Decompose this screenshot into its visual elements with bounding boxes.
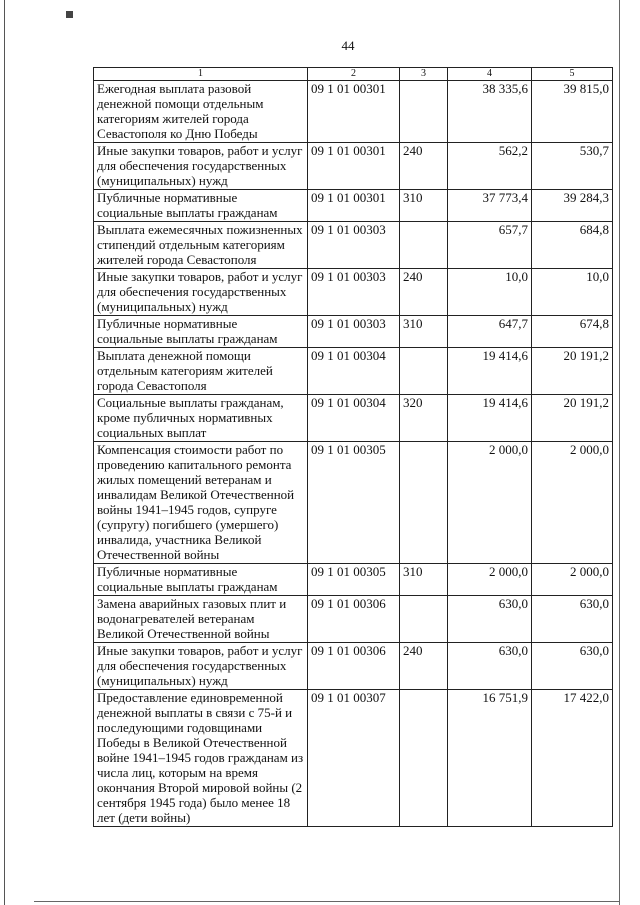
expense-type: 240 [400,269,448,316]
item-name: Выплата денежной помощи отдельным категориям жителей города Севастополя [94,348,308,395]
scan-edge-left [4,0,5,905]
amount-col-4: 19 414,6 [448,395,532,442]
table-row [94,81,613,143]
amount-col-5: 39 284,3 [532,190,613,222]
item-name: Иные закупки товаров, работ и услуг для обеспечения государственных (муниципальных) нужд [94,643,308,690]
header-row [94,68,613,81]
table-row [94,143,613,190]
amount-col-5: 20 191,2 [532,395,613,442]
expense-type: 320 [400,395,448,442]
item-name: Компенсация стоимости работ по проведению капитального ремонта жилых помещений ветеранам и инвалидам Великой Отечественной войны 1941–1945 годов, супруге (супругу) погибшего (умершего) инвалида, участника Великой Отечественной войны [94,442,308,564]
item-name: Публичные нормативные социальные выплаты гражданам [94,316,308,348]
amount-col-5: 530,7 [532,143,613,190]
item-name: Замена аварийных газовых плит и водонагревателей ветеранам Великой Отечественной войны [94,596,308,643]
table-row [94,564,613,596]
expense-type: 310 [400,316,448,348]
amount-col-5: 10,0 [532,269,613,316]
target-code: 09 1 01 00304 [308,348,400,395]
budget-table [93,67,613,827]
table-row [94,190,613,222]
header-col-1: 1 [94,68,308,81]
expense-type [400,81,448,143]
target-code: 09 1 01 00307 [308,690,400,827]
header-col-2: 2 [308,68,400,81]
target-code: 09 1 01 00303 [308,222,400,269]
amount-col-5: 630,0 [532,596,613,643]
amount-col-4: 38 335,6 [448,81,532,143]
amount-col-4: 10,0 [448,269,532,316]
item-name: Публичные нормативные социальные выплаты гражданам [94,564,308,596]
amount-col-5: 630,0 [532,643,613,690]
amount-col-5: 684,8 [532,222,613,269]
target-code: 09 1 01 00303 [308,316,400,348]
target-code: 09 1 01 00301 [308,190,400,222]
expense-type: 310 [400,564,448,596]
header-col-4: 4 [448,68,532,81]
amount-col-4: 2 000,0 [448,564,532,596]
expense-type [400,690,448,827]
expense-type [400,348,448,395]
item-name: Публичные нормативные социальные выплаты гражданам [94,190,308,222]
amount-col-5: 2 000,0 [532,442,613,564]
expense-type [400,222,448,269]
table-row [94,442,613,564]
scan-edge-right [619,0,620,905]
amount-col-4: 19 414,6 [448,348,532,395]
table-row [94,348,613,395]
table-row [94,395,613,442]
target-code: 09 1 01 00306 [308,596,400,643]
scan-edge-bottom [34,901,619,902]
target-code: 09 1 01 00303 [308,269,400,316]
table-row [94,690,613,827]
amount-col-4: 630,0 [448,596,532,643]
header-col-5: 5 [532,68,613,81]
expense-type [400,596,448,643]
scan-mark [66,11,73,18]
target-code: 09 1 01 00301 [308,143,400,190]
expense-type: 310 [400,190,448,222]
amount-col-5: 674,8 [532,316,613,348]
amount-col-4: 657,7 [448,222,532,269]
target-code: 09 1 01 00306 [308,643,400,690]
target-code: 09 1 01 00301 [308,81,400,143]
table-row [94,596,613,643]
target-code: 09 1 01 00305 [308,564,400,596]
expense-type [400,442,448,564]
amount-col-5: 20 191,2 [532,348,613,395]
amount-col-5: 17 422,0 [532,690,613,827]
amount-col-4: 16 751,9 [448,690,532,827]
item-name: Иные закупки товаров, работ и услуг для обеспечения государственных (муниципальных) нужд [94,269,308,316]
expense-type: 240 [400,143,448,190]
target-code: 09 1 01 00305 [308,442,400,564]
amount-col-4: 37 773,4 [448,190,532,222]
item-name: Ежегодная выплата разовой денежной помощи отдельным категориям жителей города Севастополя ко Дню Победы [94,81,308,143]
table-row [94,316,613,348]
target-code: 09 1 01 00304 [308,395,400,442]
amount-col-4: 630,0 [448,643,532,690]
expense-type: 240 [400,643,448,690]
table-row [94,222,613,269]
page-number: 44 [341,38,355,53]
table-row [94,643,613,690]
amount-col-4: 2 000,0 [448,442,532,564]
amount-col-4: 562,2 [448,143,532,190]
item-name: Социальные выплаты гражданам, кроме публичных нормативных социальных выплат [94,395,308,442]
amount-col-4: 647,7 [448,316,532,348]
item-name: Предоставление единовременной денежной выплаты в связи с 75-й и последующими годовщинами Победы в Великой Отечественной войне 1941–1945 годов гражданам из числа лиц, которым на время окончания Второй мировой войны (2 сентября 1945 года) было менее 18 лет (дети войны) [94,690,308,827]
amount-col-5: 2 000,0 [532,564,613,596]
item-name: Выплата ежемесячных пожизненных стипендий отдельным категориям жителей города Севастополя [94,222,308,269]
amount-col-5: 39 815,0 [532,81,613,143]
item-name: Иные закупки товаров, работ и услуг для обеспечения государственных (муниципальных) нужд [94,143,308,190]
header-col-3: 3 [400,68,448,81]
table-row [94,269,613,316]
